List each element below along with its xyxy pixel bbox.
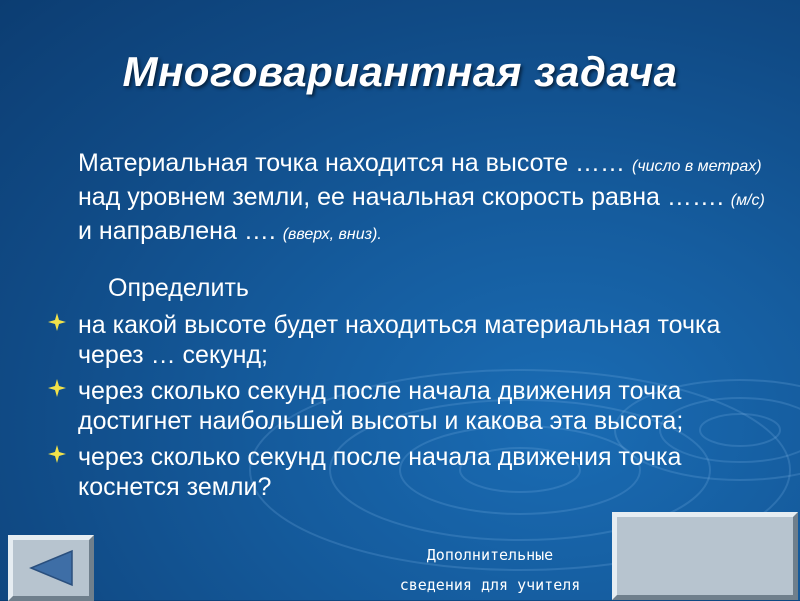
task-item <box>46 376 766 436</box>
problem-note-speed: (м/с) <box>730 192 765 209</box>
task-list <box>46 310 766 508</box>
triangle-left-icon <box>28 549 74 587</box>
task-item <box>46 442 766 502</box>
teacher-info-link[interactable] <box>370 540 610 600</box>
problem-statement <box>78 148 768 250</box>
problem-text-3: и направлена …. <box>78 217 283 245</box>
problem-note-height: (число в метрах) <box>632 158 762 175</box>
teacher-link-line-1: Дополнительные <box>426 546 554 564</box>
teacher-link-line-2: сведения для учителя <box>399 576 581 594</box>
problem-text-2: над уровнем земли, ее начальная скорость равна ……. <box>78 183 731 211</box>
star-bullet-icon <box>48 379 66 397</box>
task-text: через сколько секунд после начала движения точка достигнет наибольшей высоты и какова эта высота; <box>78 377 684 435</box>
task-item <box>46 310 766 370</box>
teacher-info-button[interactable] <box>612 512 798 600</box>
task-text: на какой высоте будет находиться материальная точка через … секунд; <box>78 311 721 369</box>
task-text: через сколько секунд после начала движения точка коснется земли? <box>78 443 682 501</box>
determine-label: Определить <box>108 274 249 302</box>
star-bullet-icon <box>48 445 66 463</box>
problem-note-direction: (вверх, вниз). <box>282 226 382 243</box>
problem-text-1: Материальная точка находится на высоте …… <box>78 149 632 177</box>
back-button[interactable] <box>8 535 94 601</box>
star-bullet-icon <box>48 313 66 331</box>
slide-title: Многовариантная задача <box>122 48 678 95</box>
